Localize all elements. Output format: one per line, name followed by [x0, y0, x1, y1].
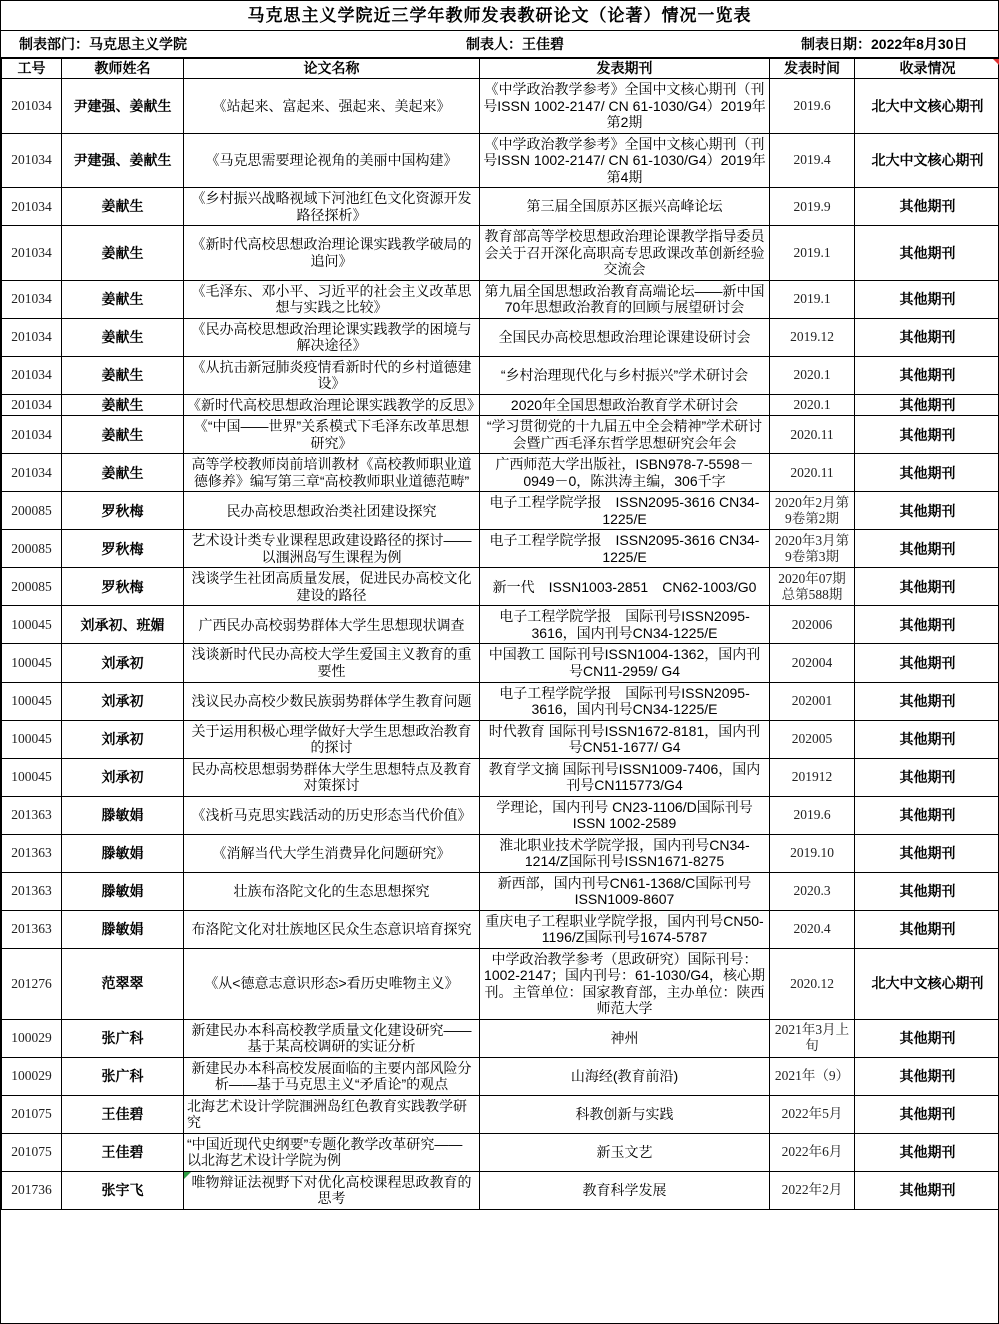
- cell-employee-id: 100045: [2, 606, 62, 644]
- cell-journal: 学理论，国内刊号 CN23-1106/D国际刊号 ISSN 1002-2589: [480, 796, 770, 834]
- cell-employee-id: 100045: [2, 682, 62, 720]
- cell-paper-title: “中国近现代史纲要”专题化教学改革研究——以北海艺术设计学院为例: [184, 1133, 480, 1171]
- meta-author: 制表人：王佳碧: [466, 36, 564, 52]
- cell-employee-id: 100045: [2, 720, 62, 758]
- cell-employee-id: 201034: [2, 394, 62, 416]
- cell-employee-id: 201034: [2, 188, 62, 226]
- table-row: [2, 872, 999, 910]
- cell-paper-title: 浅议民办高校少数民族弱势群体学生教育问题: [184, 682, 480, 720]
- cell-teacher-name: 滕敏娟: [62, 796, 184, 834]
- cell-teacher-name: 刘承初: [62, 758, 184, 796]
- cell-publish-date: 2019.6: [770, 796, 855, 834]
- cell-teacher-name: 尹建强、姜献生: [62, 133, 184, 188]
- cell-teacher-name: 张广科: [62, 1019, 184, 1057]
- cell-publish-date: 202005: [770, 720, 855, 758]
- cell-paper-title: 《新时代高校思想政治理论课实践教学破局的追问》: [184, 226, 480, 281]
- cell-paper-title: 《消解当代大学生消费异化问题研究》: [184, 834, 480, 872]
- cell-teacher-name: 张广科: [62, 1057, 184, 1095]
- cell-index-status: 其他期刊: [855, 492, 999, 530]
- cell-teacher-name: 张宇飞: [62, 1171, 184, 1209]
- cell-journal: 教育学文摘 国际刊号ISSN1009-7406，国内刊号CN115773/G4: [480, 758, 770, 796]
- col-header-index-status-label: 收录情况: [899, 60, 956, 77]
- table-row: [2, 416, 999, 454]
- cell-teacher-name: 姜献生: [62, 454, 184, 492]
- cell-employee-id: 100029: [2, 1019, 62, 1057]
- cell-teacher-name: 罗秋梅: [62, 492, 184, 530]
- cell-publish-date: 2019.4: [770, 133, 855, 188]
- cell-publish-date: 2019.1: [770, 280, 855, 318]
- cell-index-status: 其他期刊: [855, 1171, 999, 1209]
- cell-journal: 新玉文艺: [480, 1133, 770, 1171]
- cell-employee-id: 200085: [2, 568, 62, 606]
- cell-journal: 重庆电子工程职业学院学报，国内刊号CN50-1196/Z国际刊号1674-5787: [480, 910, 770, 948]
- meta-department: 制表部门：马克思主义学院: [19, 36, 187, 52]
- cell-index-status: 其他期刊: [855, 226, 999, 281]
- cell-employee-id: 201034: [2, 280, 62, 318]
- cell-employee-id: 100029: [2, 1057, 62, 1095]
- table-row: [2, 454, 999, 492]
- cell-publish-date: 201912: [770, 758, 855, 796]
- col-header-teacher-name: 教师姓名: [62, 59, 184, 79]
- cell-employee-id: 100045: [2, 644, 62, 682]
- cell-journal: 电子工程学院学报 国际刊号ISSN2095-3616，国内刊号CN34-1225/E: [480, 682, 770, 720]
- cell-index-status: 其他期刊: [855, 318, 999, 356]
- cell-publish-date: 2019.1: [770, 226, 855, 281]
- cell-publish-date: 2022年2月: [770, 1171, 855, 1209]
- meta-date: 制表日期：2022年8月30日: [801, 36, 968, 52]
- cell-paper-title: 《从抗击新冠肺炎疫情看新时代的乡村道德建设》: [184, 356, 480, 394]
- table-row: [2, 948, 999, 1019]
- cell-paper-title: 浅谈新时代民办高校大学生爱国主义教育的重要性: [184, 644, 480, 682]
- cell-teacher-name: 刘承初: [62, 644, 184, 682]
- cell-journal: 新一代 ISSN1003-2851 CN62-1003/G0: [480, 568, 770, 606]
- cell-teacher-name: 滕敏娟: [62, 910, 184, 948]
- cell-teacher-name: 范翠翠: [62, 948, 184, 1019]
- cell-teacher-name: 尹建强、姜献生: [62, 79, 184, 134]
- cell-paper-title: 《从<德意志意识形态>看历史唯物主义》: [184, 948, 480, 1019]
- cell-teacher-name: 姜献生: [62, 416, 184, 454]
- cell-publish-date: 2021年3月上旬: [770, 1019, 855, 1057]
- cell-teacher-name: 姜献生: [62, 280, 184, 318]
- cell-journal: 《中学政治教学参考》全国中文核心期刊（刊号ISSN 1002-2147/ CN 61-1030/G4）2019年第4期: [480, 133, 770, 188]
- cell-index-status: 其他期刊: [855, 356, 999, 394]
- cell-teacher-name: 刘承初: [62, 720, 184, 758]
- cell-journal: “乡村治理现代化与乡村振兴”学术研讨会: [480, 356, 770, 394]
- meta-row: [1, 31, 998, 58]
- cell-index-status: 其他期刊: [855, 188, 999, 226]
- papers-table: [1, 58, 999, 1210]
- cell-teacher-name: 王佳碧: [62, 1095, 184, 1133]
- col-header-journal: 发表期刊: [480, 59, 770, 79]
- cell-publish-date: 2020.1: [770, 394, 855, 416]
- cell-index-status: 其他期刊: [855, 568, 999, 606]
- cell-paper-title: 《乡村振兴战略视域下河池红色文化资源开发路径探析》: [184, 188, 480, 226]
- cell-paper-title: 唯物辩证法视野下对优化高校课程思政教育的思考: [184, 1171, 480, 1209]
- cell-teacher-name: 滕敏娟: [62, 872, 184, 910]
- cell-teacher-name: 姜献生: [62, 318, 184, 356]
- cell-journal: 教育部高等学校思想政治理论课教学指导委员会关于召开深化高职高专思政课改革创新经验交流会: [480, 226, 770, 281]
- col-header-index-status: [855, 59, 999, 79]
- cell-index-status: 其他期刊: [855, 910, 999, 948]
- cell-employee-id: 201075: [2, 1133, 62, 1171]
- cell-journal: 神州: [480, 1019, 770, 1057]
- cell-teacher-name: 刘承初、班媚: [62, 606, 184, 644]
- cell-publish-date: 2020.11: [770, 416, 855, 454]
- cell-index-status: 其他期刊: [855, 606, 999, 644]
- cell-employee-id: 201034: [2, 356, 62, 394]
- cell-employee-id: 201363: [2, 910, 62, 948]
- cell-publish-date: 2019.6: [770, 79, 855, 134]
- cell-paper-title: 壮族布洛陀文化的生态思想探究: [184, 872, 480, 910]
- table-row: [2, 1095, 999, 1133]
- cell-journal: 电子工程学院学报 ISSN2095-3616 CN34-1225/E: [480, 492, 770, 530]
- cell-publish-date: 2022年5月: [770, 1095, 855, 1133]
- cell-index-status: 其他期刊: [855, 280, 999, 318]
- cell-employee-id: 200085: [2, 530, 62, 568]
- cell-index-status: 其他期刊: [855, 720, 999, 758]
- cell-journal: 中学政治教学参考（思政研究）国际刊号：1002-2147；国内刊号：61-1030/G4，核心期刊。主管单位：国家教育部，主办单位：陕西师范大学: [480, 948, 770, 1019]
- cell-index-status: 其他期刊: [855, 644, 999, 682]
- cell-employee-id: 201034: [2, 416, 62, 454]
- cell-index-status: 其他期刊: [855, 394, 999, 416]
- cell-publish-date: 2020.12: [770, 948, 855, 1019]
- cell-teacher-name: 姜献生: [62, 356, 184, 394]
- cell-publish-date: 2019.9: [770, 188, 855, 226]
- cell-paper-title: 高等学校教师岗前培训教材《高校教师职业道德修养》编写第三章“高校教师职业道德范畴”: [184, 454, 480, 492]
- cell-index-status: 其他期刊: [855, 1095, 999, 1133]
- table-row: [2, 226, 999, 281]
- col-header-paper-title: 论文名称: [184, 59, 480, 79]
- cell-paper-title: 新建民办本科高校教学质量文化建设研究——基于某高校调研的实证分析: [184, 1019, 480, 1057]
- cell-journal: “学习贯彻党的十九届五中全会精神”学术研讨会暨广西毛泽东哲学思想研究会年会: [480, 416, 770, 454]
- cell-paper-title: 民办高校思想弱势群体大学生思想特点及教育对策探讨: [184, 758, 480, 796]
- cell-paper-title: 北海艺术设计学院涠洲岛红色教育实践教学研究: [184, 1095, 480, 1133]
- cell-paper-title: 关于运用积极心理学做好大学生思想政治教育的探讨: [184, 720, 480, 758]
- cell-journal: 《中学政治教学参考》全国中文核心期刊（刊号ISSN 1002-2147/ CN 61-1030/G4）2019年第2期: [480, 79, 770, 134]
- cell-employee-id: 201363: [2, 872, 62, 910]
- cell-journal: 中国教工 国际刊号ISSN1004-1362，国内刊号CN11-2959/ G4: [480, 644, 770, 682]
- cell-paper-title: 布洛陀文化对壮族地区民众生态意识培育探究: [184, 910, 480, 948]
- cell-journal: 第九届全国思想政治教育高端论坛——新中国70年思想政治教育的回顾与展望研讨会: [480, 280, 770, 318]
- table-row: [2, 133, 999, 188]
- cell-paper-title: 广西民办高校弱势群体大学生思想现状调查: [184, 606, 480, 644]
- table-row: [2, 606, 999, 644]
- cell-index-status: 其他期刊: [855, 530, 999, 568]
- cell-journal: 电子工程学院学报 国际刊号ISSN2095-3616，国内刊号CN34-1225/E: [480, 606, 770, 644]
- table-row: [2, 758, 999, 796]
- cell-employee-id: 201034: [2, 226, 62, 281]
- cell-journal: 教育科学发展: [480, 1171, 770, 1209]
- cell-teacher-name: 姜献生: [62, 226, 184, 281]
- cell-teacher-name: 姜献生: [62, 188, 184, 226]
- cell-teacher-name: 刘承初: [62, 682, 184, 720]
- cell-publish-date: 202001: [770, 682, 855, 720]
- page-title: 马克思主义学院近三学年教师发表教研论文（论著）情况一览表: [1, 1, 998, 31]
- cell-employee-id: 201363: [2, 834, 62, 872]
- col-header-publish-date: 发表时间: [770, 59, 855, 79]
- cell-index-status: 其他期刊: [855, 454, 999, 492]
- cell-index-status: 其他期刊: [855, 872, 999, 910]
- cell-index-status: 其他期刊: [855, 1019, 999, 1057]
- cell-publish-date: 2021年（9）: [770, 1057, 855, 1095]
- cell-journal: 全国民办高校思想政治理论课建设研讨会: [480, 318, 770, 356]
- cell-publish-date: 202006: [770, 606, 855, 644]
- cell-paper-title: 新建民办本科高校发展面临的主要内部风险分析——基于马克思主义“矛盾论”的观点: [184, 1057, 480, 1095]
- table-row: [2, 1171, 999, 1209]
- header-row: [2, 59, 999, 79]
- cell-publish-date: 2020年3月第9卷第3期: [770, 530, 855, 568]
- cell-publish-date: 2022年6月: [770, 1133, 855, 1171]
- table-row: [2, 318, 999, 356]
- cell-teacher-name: 王佳碧: [62, 1133, 184, 1171]
- table-row: [2, 720, 999, 758]
- cell-publish-date: 2020年07期总第588期: [770, 568, 855, 606]
- cell-publish-date: 2020.11: [770, 454, 855, 492]
- cell-publish-date: 2020.1: [770, 356, 855, 394]
- cell-paper-title: 《民办高校思想政治理论课实践教学的困境与解决途径》: [184, 318, 480, 356]
- table-body: [2, 79, 999, 1210]
- table-row: [2, 644, 999, 682]
- cell-journal: 科教创新与实践: [480, 1095, 770, 1133]
- table-row: [2, 1057, 999, 1095]
- table-row: [2, 394, 999, 416]
- col-header-employee-id: 工号: [2, 59, 62, 79]
- table-row: [2, 834, 999, 872]
- cell-teacher-name: 罗秋梅: [62, 530, 184, 568]
- cell-paper-title: 艺术设计类专业课程思政建设路径的探讨——以涠洲岛写生课程为例: [184, 530, 480, 568]
- cell-index-status: 其他期刊: [855, 834, 999, 872]
- cell-paper-title: 《毛泽东、邓小平、习近平的社会主义改革思想与实践之比较》: [184, 280, 480, 318]
- cell-index-status: 北大中文核心期刊: [855, 79, 999, 134]
- cell-index-status: 其他期刊: [855, 758, 999, 796]
- cell-journal: 新西部，国内刊号CN61-1368/C国际刊号ISSN1009-8607: [480, 872, 770, 910]
- table-row: [2, 910, 999, 948]
- cell-index-status: 北大中文核心期刊: [855, 133, 999, 188]
- cell-employee-id: 201034: [2, 318, 62, 356]
- cell-employee-id: 201363: [2, 796, 62, 834]
- cell-publish-date: 2019.12: [770, 318, 855, 356]
- table-row: [2, 796, 999, 834]
- cell-index-status: 其他期刊: [855, 1057, 999, 1095]
- table-row: [2, 188, 999, 226]
- cell-employee-id: 201075: [2, 1095, 62, 1133]
- table-row: [2, 280, 999, 318]
- table-row: [2, 79, 999, 134]
- cell-paper-title: 《站起来、富起来、强起来、美起来》: [184, 79, 480, 134]
- table-row: [2, 1019, 999, 1057]
- cell-journal: 2020年全国思想政治教育学术研讨会: [480, 394, 770, 416]
- cell-index-status: 其他期刊: [855, 416, 999, 454]
- cell-employee-id: 201034: [2, 454, 62, 492]
- cell-paper-title: 浅谈学生社团高质量发展，促进民办高校文化建设的路径: [184, 568, 480, 606]
- cell-journal: 电子工程学院学报 ISSN2095-3616 CN34-1225/E: [480, 530, 770, 568]
- cell-publish-date: 2020.3: [770, 872, 855, 910]
- table-row: [2, 492, 999, 530]
- cell-employee-id: 201276: [2, 948, 62, 1019]
- cell-employee-id: 201736: [2, 1171, 62, 1209]
- cell-index-status: 其他期刊: [855, 796, 999, 834]
- cell-teacher-name: 滕敏娟: [62, 834, 184, 872]
- cell-paper-title: 《马克思需要理论视角的美丽中国构建》: [184, 133, 480, 188]
- table-row: [2, 530, 999, 568]
- cell-journal: 淮北职业技术学院学报，国内刊号CN34-1214/Z国际刊号ISSN1671-8275: [480, 834, 770, 872]
- table-row: [2, 356, 999, 394]
- cell-paper-title: 民办高校思想政治类社团建设探究: [184, 492, 480, 530]
- cell-employee-id: 200085: [2, 492, 62, 530]
- cell-paper-title: 《“中国——世界”关系模式下毛泽东改革思想研究》: [184, 416, 480, 454]
- cell-publish-date: 2019.10: [770, 834, 855, 872]
- cell-journal: 山海经(教育前沿): [480, 1057, 770, 1095]
- table-row: [2, 568, 999, 606]
- cell-publish-date: 202004: [770, 644, 855, 682]
- cell-index-status: 其他期刊: [855, 1133, 999, 1171]
- table-row: [2, 682, 999, 720]
- cell-journal: 广西师范大学出版社，ISBN978-7-5598－0949－0，陈洪涛主编，306千字: [480, 454, 770, 492]
- cell-paper-title: 《浅析马克思实践活动的历史形态当代价值》: [184, 796, 480, 834]
- cell-teacher-name: 姜献生: [62, 394, 184, 416]
- cell-journal: 时代教育 国际刊号ISSN1672-8181，国内刊号CN51-1677/ G4: [480, 720, 770, 758]
- cell-employee-id: 201034: [2, 133, 62, 188]
- cell-employee-id: 201034: [2, 79, 62, 134]
- comment-marker-icon: [993, 59, 999, 66]
- cell-journal: 第三届全国原苏区振兴高峰论坛: [480, 188, 770, 226]
- cell-employee-id: 100045: [2, 758, 62, 796]
- cell-publish-date: 2020.4: [770, 910, 855, 948]
- cell-paper-title: 《新时代高校思想政治理论课实践教学的反思》: [184, 394, 480, 416]
- cell-publish-date: 2020年2月第9卷第2期: [770, 492, 855, 530]
- cell-teacher-name: 罗秋梅: [62, 568, 184, 606]
- cell-index-status: 其他期刊: [855, 682, 999, 720]
- table-row: [2, 1133, 999, 1171]
- cell-index-status: 北大中文核心期刊: [855, 948, 999, 1019]
